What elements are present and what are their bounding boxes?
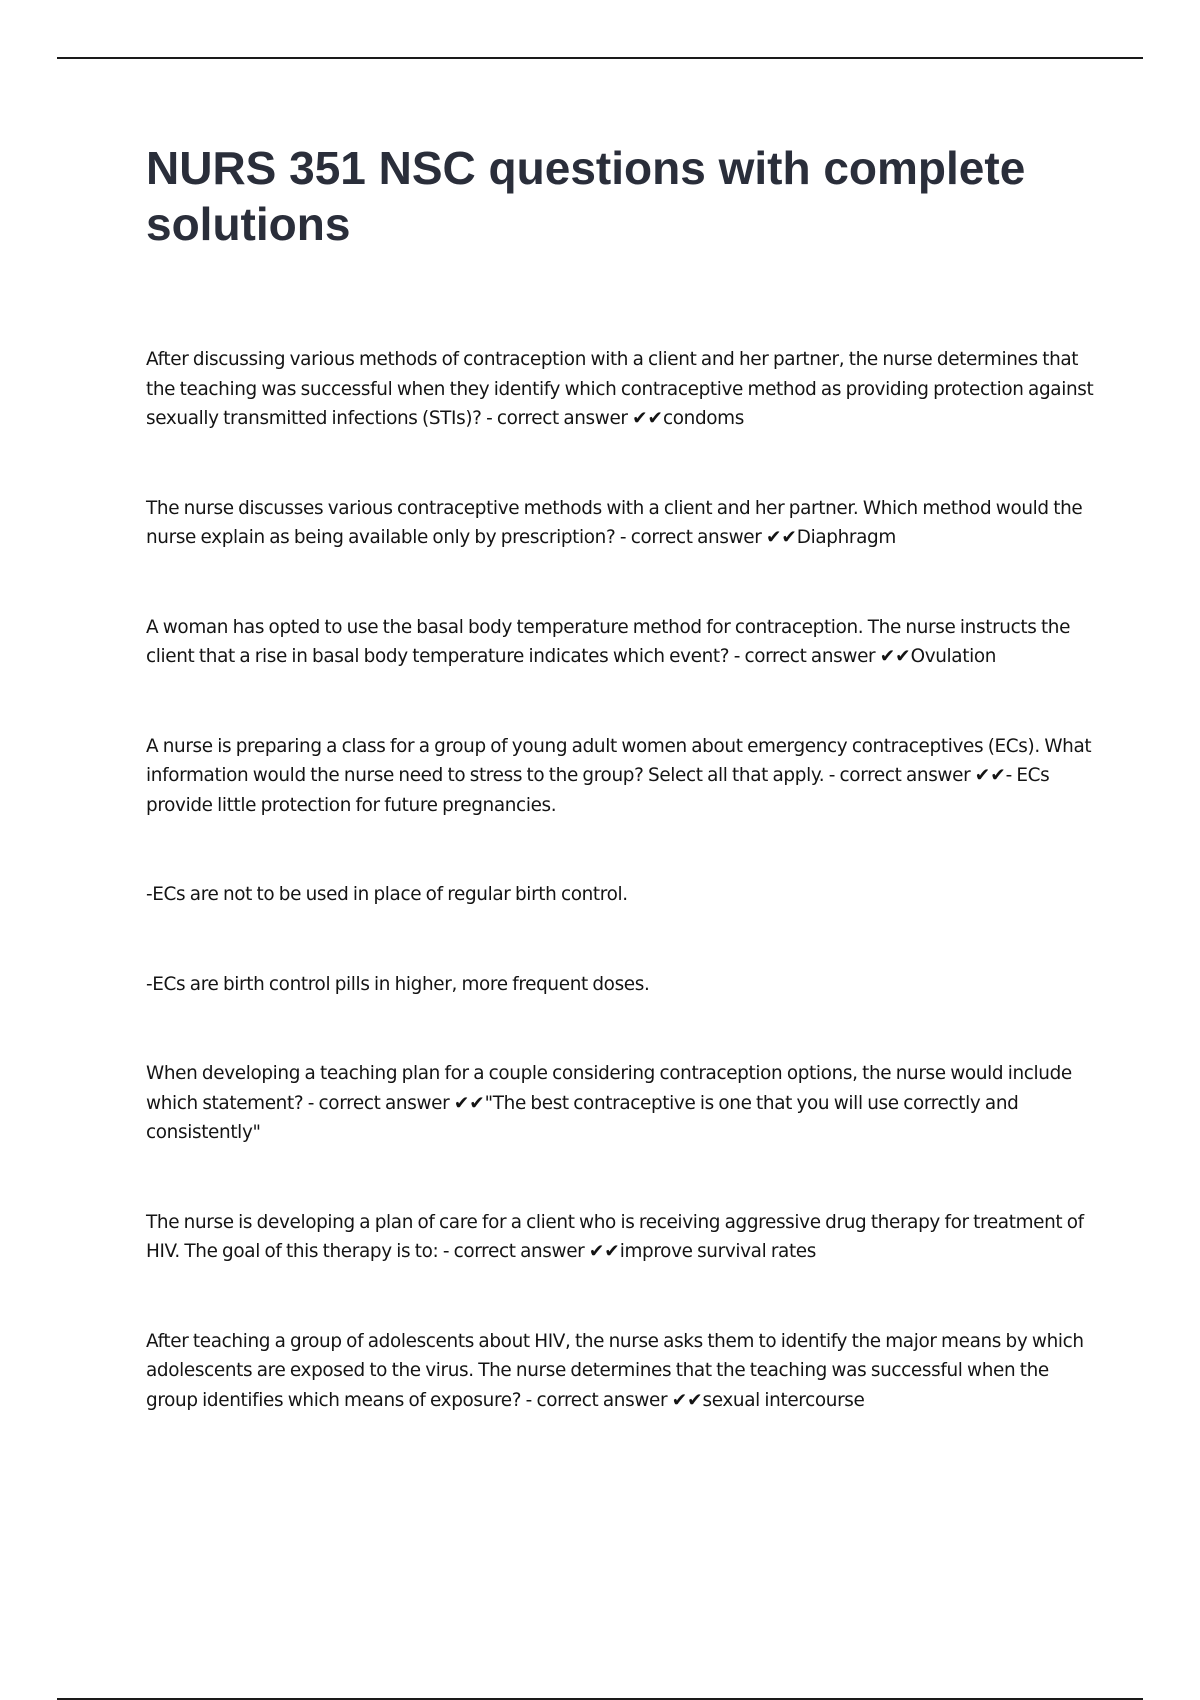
answer-text: sexual intercourse	[702, 1389, 865, 1411]
qa-item	[146, 1327, 1096, 1416]
answer-marker: - correct answer	[733, 646, 876, 667]
check-mark-icon: ✔✔	[765, 527, 797, 548]
answer-continuation: -ECs are not to be used in place of regular birth control.	[146, 884, 628, 905]
qa-item	[146, 494, 1096, 553]
check-mark-icon: ✔✔	[588, 1241, 620, 1262]
answer-text: Ovulation	[910, 646, 997, 667]
question-text: The nurse is developing a plan of care for a client who is receiving aggressive drug therapy for treatment of HIV. The goal of this therapy is to:	[146, 1211, 1084, 1262]
qa-item	[146, 1059, 1096, 1148]
page-title: NURS 351 NSC questions with complete solutions	[146, 142, 1026, 250]
qa-list	[146, 345, 1096, 1475]
check-mark-icon: ✔✔	[453, 1092, 485, 1114]
answer-text: Diaphragm	[796, 527, 896, 548]
answer-marker: - correct answer	[525, 1389, 668, 1411]
question-text: After discussing various methods of contraception with a client and her partner, the nurse determines that the teaching was successful when they identify which contraceptive method as providing protection against sexually transmitted infections (STIs)?	[146, 349, 1094, 429]
question-text: The nurse discusses various contraceptive methods with a client and her partner. Which method would the nurse explain as being available only by prescription?	[146, 497, 1083, 548]
question-text: A woman has opted to use the basal body temperature method for contraception. The nurse instructs the client that a rise in basal body temperature indicates which event?	[146, 616, 1071, 667]
answer-marker: - correct answer	[619, 527, 762, 548]
answer-text: improve survival rates	[619, 1241, 817, 1262]
qa-item	[146, 345, 1096, 434]
answer-marker: - correct answer	[307, 1092, 450, 1114]
answer-marker: - correct answer	[486, 408, 628, 429]
answer-text: "The best contraceptive is one that you will use correctly and consistently"	[146, 1092, 1019, 1143]
answer-text: - ECs provide little protection for future pregnancies.	[146, 765, 1050, 816]
question-text: A nurse is preparing a class for a group of young adult women about emergency contraceptives (ECs). What information would the nurse need to stress to the group? Select all that apply.	[146, 735, 1092, 786]
check-mark-icon: ✔✔	[671, 1389, 703, 1411]
check-mark-icon: ✔✔	[974, 765, 1006, 786]
question-text: When developing a teaching plan for a couple considering contraception options, the nurse would include which statement?	[146, 1063, 1072, 1114]
check-mark-icon: ✔✔	[879, 646, 911, 667]
check-mark-icon: ✔✔	[632, 408, 663, 429]
answer-continuation: -ECs are birth control pills in higher, more frequent doses.	[146, 973, 650, 995]
answer-marker: - correct answer	[828, 765, 971, 786]
answer-marker: - correct answer	[442, 1241, 585, 1262]
question-text: After teaching a group of adolescents about HIV, the nurse asks them to identify the major means by which adolescents are exposed to the virus. The nurse determines that the teaching was successful when the group identifies which means of exposure?	[146, 1330, 1084, 1411]
top-rule	[57, 57, 1143, 59]
qa-item	[146, 1208, 1096, 1267]
answer-text: condoms	[662, 408, 744, 429]
qa-item	[146, 613, 1096, 672]
qa-item	[146, 732, 1096, 821]
